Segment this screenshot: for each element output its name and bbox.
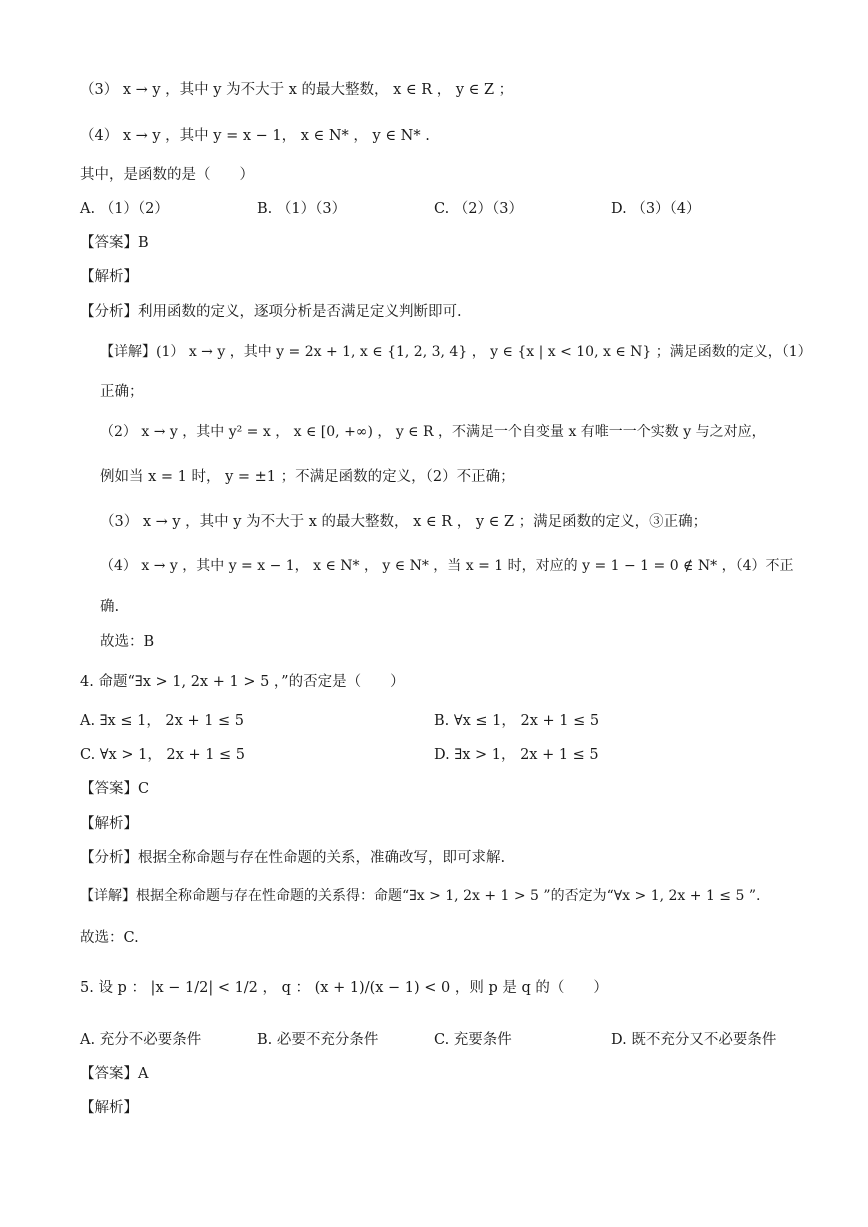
q5-option-c: C. 充要条件 [434, 1032, 512, 1048]
question-4: 4. 命题“∃x > 1, 2x + 1 > 5 ，”的否定是（ ） [80, 674, 405, 690]
q4-answer: 【答案】C [80, 781, 150, 797]
q5-option-b: B. 必要不充分条件 [257, 1032, 379, 1048]
q5-jiexi: 【解析】 [80, 1100, 138, 1116]
q4-option-d: D. ∃x > 1， 2x + 1 ≤ 5 [434, 747, 599, 763]
q3-jiexi: 【解析】 [80, 269, 138, 285]
q3-option-a: A. （1）（2） [80, 201, 169, 217]
q3-option-c: C. （2）（3） [434, 201, 523, 217]
text-line-4: （4） x → y ，其中 y = x − 1， x ∈ N* ， y ∈ N* . [80, 128, 430, 144]
q5-option-d: D. 既不充分又不必要条件 [611, 1032, 777, 1048]
q3-analysis: 【分析】利用函数的定义，逐项分析是否满足定义判断即可. [80, 304, 462, 320]
q4-conclusion: 故选：C. [80, 930, 139, 946]
q5-option-a: A. 充分不必要条件 [80, 1032, 202, 1048]
q3-detail-3: （3） x → y ，其中 y 为不大于 x 的最大整数， x ∈ R ， y ∈ Z ；满足函数的定义，③正确； [100, 514, 708, 530]
q3-detail-4b: 确. [100, 599, 120, 615]
q4-jiexi: 【解析】 [80, 816, 138, 832]
q3-conclusion: 故选：B [100, 634, 155, 650]
q4-detail: 【详解】根据全称命题与存在性命题的关系得：命题“∃x > 1, 2x + 1 > 5 ”的否定为“∀x > 1, 2x + 1 ≤ 5 ”. [80, 888, 761, 904]
q3-option-b: B. （1）（3） [257, 201, 347, 217]
q3-detail-1b: 正确； [100, 384, 144, 400]
q4-analysis: 【分析】根据全称命题与存在性命题的关系，准确改写，即可求解. [80, 850, 506, 866]
q4-option-a: A. ∃x ≤ 1， 2x + 1 ≤ 5 [80, 713, 245, 729]
q4-option-b: B. ∀x ≤ 1， 2x + 1 ≤ 5 [434, 713, 600, 729]
question-5: 5. 设 p ： |x − 1/2| < 1/2 ， q ： (x + 1)/(x − 1) < 0 ，则 p 是 q 的（ ） [80, 980, 608, 996]
q3-detail-1: 【详解】(1） x → y ，其中 y = 2x + 1, x ∈ {1, 2, 3, 4} ， y ∈ {x | x < 10, x ∈ N} ；满足函数的定义，（1） [100, 344, 812, 360]
q4-option-c: C. ∀x > 1， 2x + 1 ≤ 5 [80, 747, 246, 763]
question-prompt: 其中，是函数的是（ ） [80, 167, 254, 183]
q3-option-d: D. （3）（4） [611, 201, 701, 217]
q3-detail-2b: 例如当 x = 1 时， y = ±1 ；不满足函数的定义，（2）不正确； [100, 469, 515, 485]
q3-detail-4: （4） x → y ，其中 y = x − 1， x ∈ N* ， y ∈ N* ，当 x = 1 时，对应的 y = 1 − 1 = 0 ∉ N* ，（4）不正 [100, 558, 794, 574]
q5-answer: 【答案】A [80, 1066, 149, 1082]
q3-detail-2: （2） x → y ，其中 y² = x ， x ∈ [0, +∞) ， y ∈ R ，不满足一个自变量 x 有唯一一个实数 y 与之对应， [100, 424, 766, 440]
text-line-3: （3） x → y ，其中 y 为不大于 x 的最大整数， x ∈ R ， y ∈ Z ； [80, 82, 514, 98]
q3-answer: 【答案】B [80, 235, 149, 251]
